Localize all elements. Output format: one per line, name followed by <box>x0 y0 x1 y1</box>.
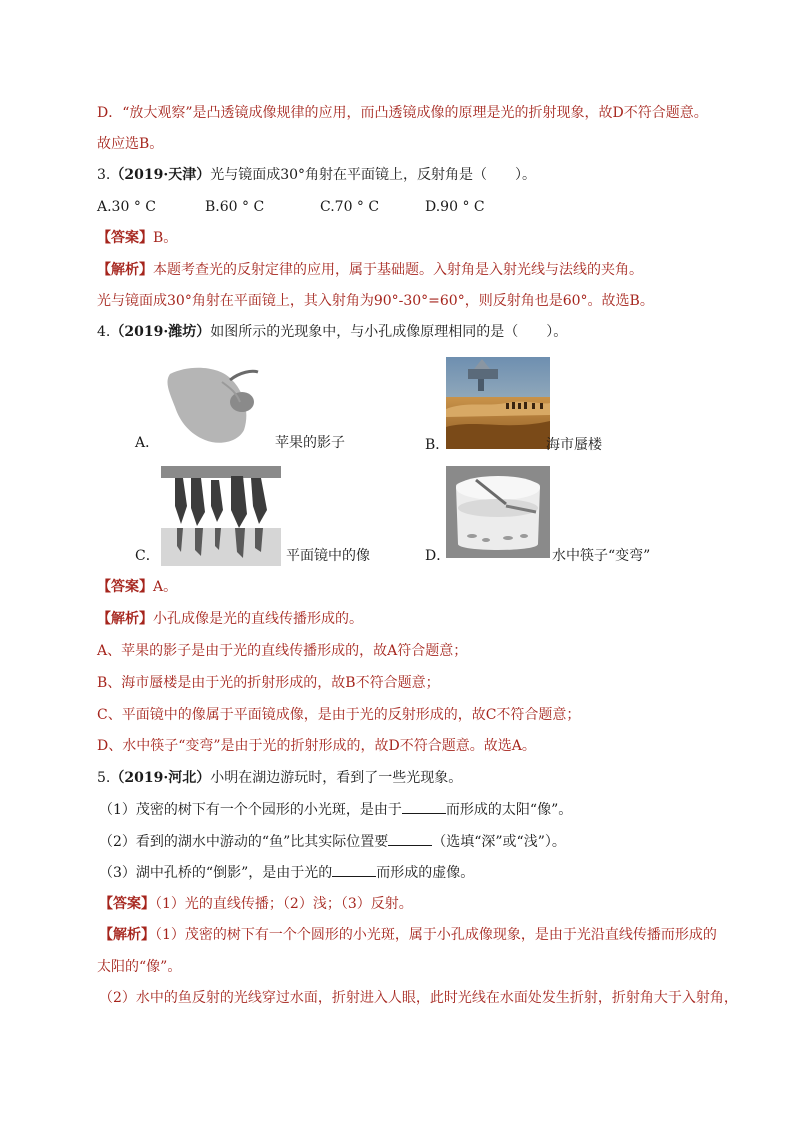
q5-number: 5. <box>97 770 111 786</box>
q3-option-d: D.90 ° C <box>425 199 485 215</box>
option-d-caption: 水中筷子“变弯” <box>552 548 651 564</box>
mirage-image <box>446 357 550 449</box>
q5-analysis-tag: 【解析】 <box>99 927 155 943</box>
option-a-caption: 苹果的影子 <box>275 435 345 451</box>
option-b-letter: B． <box>425 437 450 453</box>
q3-source: （2019·天津） <box>110 167 211 183</box>
bent-chopstick-image <box>446 466 550 558</box>
line-choose-b: 故应选B。 <box>97 136 164 152</box>
q4-number: 4. <box>97 324 111 340</box>
q3-number: 3. <box>97 167 111 183</box>
q3-answer-text: B。 <box>153 230 178 246</box>
q5-analysis-2: （2）水中的鱼反射的光线穿过水面，折射进入人眼，此时光线在水面处发生折射，折射角大于入射角， <box>99 990 738 1006</box>
q3-analysis <box>97 260 643 280</box>
apple-shadow-image <box>160 362 270 447</box>
q3-option-a: A.30 ° C <box>97 199 156 215</box>
q5-analysis-text: （1）茂密的树下有一个个圆形的小光斑，属于小孔成像现象，是由于光沿直线传播而形成的 <box>155 927 717 943</box>
q3-answer-tag: 【答案】 <box>97 230 153 246</box>
q5-analysis-1b: 太阳的“像”。 <box>97 959 182 975</box>
line-d-previous: D．“放大观察”是凸透镜成像规律的应用，而凸透镜成像的原理是光的折射现象，故D不符合题意。 <box>97 105 708 121</box>
q5-part-1-text-b: 而形成的太阳“像”。 <box>445 802 573 818</box>
q5-source: （2019·河北） <box>110 770 211 786</box>
q5-answer <box>99 894 413 914</box>
q4-analysis-c: C、平面镜中的像属于平面镜成像，是由于光的反射形成的，故C不符合题意； <box>97 707 581 723</box>
question-5 <box>97 768 462 788</box>
q4-answer-tag: 【答案】 <box>97 579 153 595</box>
q5-answer-tag: 【答案】 <box>99 896 155 912</box>
q3-option-b: B.60 ° C <box>205 199 265 215</box>
q5-answer-text: （1）光的直线传播；（2）浅；（3）反射。 <box>155 896 413 912</box>
q3-option-c: C.70 ° C <box>320 199 380 215</box>
q5-part-2-blank[interactable] <box>388 831 432 846</box>
q5-analysis <box>99 925 717 945</box>
q3-answer <box>97 228 177 248</box>
question-3 <box>97 165 536 185</box>
q4-analysis-tag: 【解析】 <box>97 611 153 627</box>
q4-analysis-b: B、海市蜃楼是由于光的折射形成的，故B不符合题意； <box>97 675 440 691</box>
mirror-reflection-image <box>161 466 281 566</box>
q5-part-2 <box>99 831 566 852</box>
q4-source: （2019·潍坊） <box>110 324 211 340</box>
q3-analysis-text: 本题考查光的反射定律的应用，属于基础题。入射角是入射光线与法线的夹角。 <box>153 262 643 278</box>
q5-part-3-blank[interactable] <box>332 862 376 877</box>
q4-analysis-text: 小孔成像是光的直线传播形成的。 <box>153 611 363 627</box>
q4-analysis <box>97 609 363 629</box>
q3-analysis-tag: 【解析】 <box>97 262 153 278</box>
q4-answer <box>97 577 177 597</box>
q4-analysis-d: D、水中筷子“变弯”是由于光的折射形成的，故D不符合题意。故选A。 <box>97 738 536 754</box>
q4-stem: 如图所示的光现象中，与小孔成像原理相同的是（ ）。 <box>210 324 568 340</box>
q5-part-3-text-a: （3）湖中孔桥的“倒影”，是由于光的 <box>99 865 333 881</box>
option-a-letter: A． <box>135 435 160 451</box>
q5-part-1-blank[interactable] <box>402 799 446 814</box>
q4-answer-text: A。 <box>153 579 178 595</box>
option-c-caption: 平面镜中的像 <box>286 548 370 564</box>
question-4 <box>97 322 567 342</box>
q5-stem: 小明在湖边游玩时，看到了一些光现象。 <box>210 770 463 786</box>
q5-part-2-text-a: （2）看到的湖水中游动的“鱼”比其实际位置要 <box>99 834 389 850</box>
q5-part-1 <box>99 799 572 820</box>
q5-part-2-text-b: （选填“深”或“浅”）。 <box>432 834 566 850</box>
option-d-letter: D． <box>425 548 451 564</box>
q5-part-1-text-a: （1）茂密的树下有一个个园形的小光斑，是由于 <box>99 802 402 818</box>
q3-analysis-line-2: 光与镜面成30°角射在平面镜上，其入射角为90°-30°=60°，则反射角也是60°。故选B。 <box>97 293 654 309</box>
q5-part-3-text-b: 而形成的虚像。 <box>376 865 475 881</box>
q5-part-3 <box>99 862 474 883</box>
option-c-letter: C． <box>135 548 160 564</box>
q3-stem: 光与镜面成30°角射在平面镜上，反射角是（ ）。 <box>210 167 537 183</box>
q4-analysis-a: A、苹果的影子是由于光的直线传播形成的，故A符合题意； <box>97 643 468 659</box>
option-b-caption: 海市蜃楼 <box>546 437 602 453</box>
